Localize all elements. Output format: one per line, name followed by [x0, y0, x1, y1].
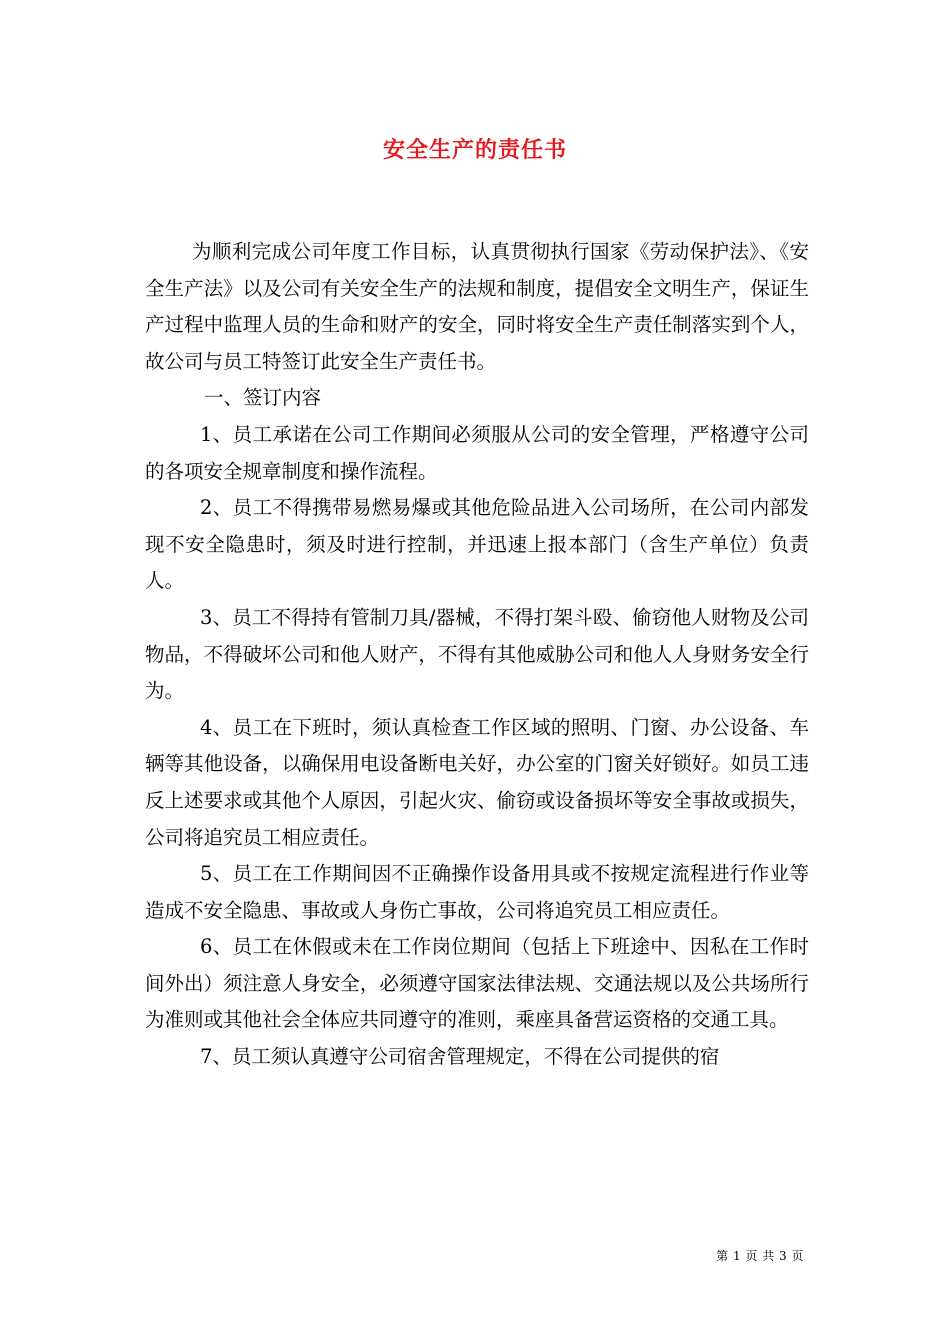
section-heading: 一、签订内容: [204, 386, 322, 410]
document-title: 安全生产的责任书: [382, 137, 567, 163]
clause-paragraph: 7、员工须认真遵守公司宿舍管理规定，不得在公司提供的宿: [200, 1045, 720, 1069]
clause-paragraph: 1、员工承诺在公司工作期间必须服从公司的安全管理，严格遵守公司的各项安全规章制度和操作流程。: [145, 422, 809, 483]
clause-paragraph: 3、员工不得持有管制刀具/器械，不得打架斗殴、偷窃他人财物及公司物品，不得破坏公司和他人财产，不得有其他威胁公司和他人人身财务安全行为。: [145, 605, 809, 703]
clause-paragraph: 6、员工在休假或未在工作岗位期间（包括上下班途中、因私在工作时间外出）须注意人身安全，必须遵守国家法律法规、交通法规以及公共场所行为准则或其他社会全体应共同遵守的准则，乘座具备营运资格的交通工具。: [145, 935, 809, 1032]
intro-paragraph: 为顺利完成公司年度工作目标，认真贯彻执行国家《劳动保护法》、《安全生产法》以及公司有关安全生产的法规和制度，提倡安全文明生产，保证生产过程中监理人员的生命和财产的安全，同时将安全生产责任制落实到个人，故公司与员工特签订此安全生产责任书。: [145, 240, 809, 373]
clause-paragraph: 5、员工在工作期间因不正确操作设备用具或不按规定流程进行作业等造成不安全隐患、事故或人身伤亡事故，公司将追究员工相应责任。: [145, 862, 809, 922]
document-body: [145, 234, 809, 1076]
clause-paragraph: 2、员工不得携带易燃易爆或其他危险品进入公司场所，在公司内部发现不安全隐患时，须及时进行控制，并迅速上报本部门（含生产单位）负责人。: [145, 496, 809, 593]
page-number: 第 1 页 共 3 页: [716, 1249, 804, 1263]
clause-paragraph: 4、员工在下班时，须认真检查工作区域的照明、门窗、办公设备、车辆等其他设备，以确保用电设备断电关好，办公室的门窗关好锁好。如员工违反上述要求或其他个人原因，引起火灾、偷窃或设备损坏等安全事故或损失，公司将追究员工相应责任。: [145, 715, 809, 849]
